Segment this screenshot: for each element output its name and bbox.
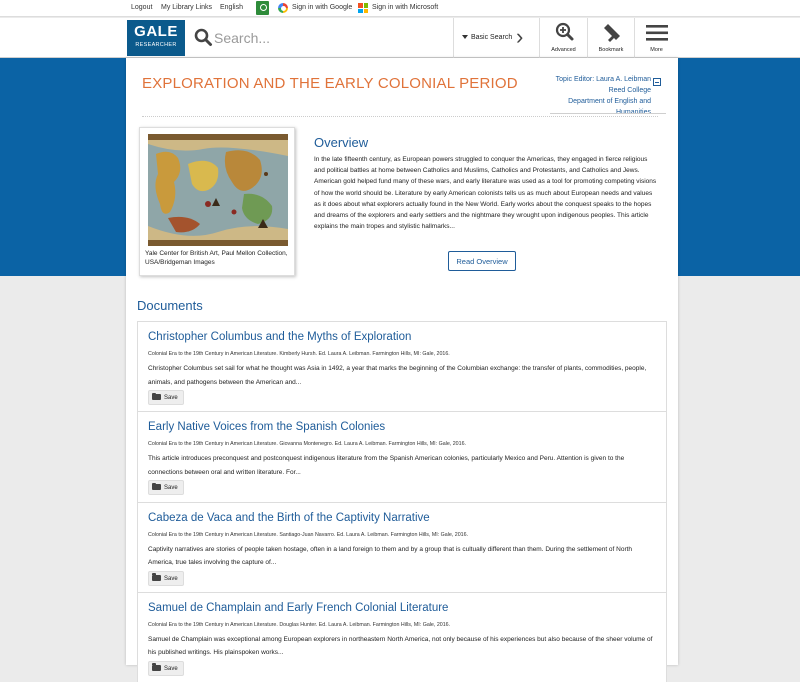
overview-text: In the late fifteenth century, as European powers struggled to conquer the Americas, they engaged in fierce religious and political battles at home between Catholics and Muslims, Catholics and Protestants, and Catholics and Jews. American gold helped fund many of these wars, and early literature was used as a tool for promoting competing visions of how the world should be. Literature by early American colonists tells us as much about European needs and values as it does about what explorers actually found in the New World. Early works about the conquest speaks to the hopes and dreams of the explorers and early settlers and the nightmare they wrought upon indigenous peoples. This article explains the main tropes and stylistic hallmarks... bbox=[314, 156, 657, 231]
utility-bar bbox=[0, 0, 800, 17]
document-title-link[interactable]: Christopher Columbus and the Myths of Exploration bbox=[148, 331, 412, 343]
folder-icon bbox=[152, 575, 161, 581]
bookmark-icon bbox=[602, 22, 622, 44]
more-label: More bbox=[650, 47, 663, 53]
save-label: Save bbox=[164, 575, 178, 582]
topic-figure bbox=[139, 127, 295, 276]
document-item bbox=[137, 321, 667, 411]
topic-editor-info bbox=[521, 74, 651, 118]
google-signin-link[interactable]: Sign in with Google bbox=[292, 4, 353, 11]
language-selector[interactable]: English bbox=[220, 4, 243, 11]
bookmark-label: Bookmark bbox=[598, 47, 624, 53]
document-citation: Colonial Era to the 19th Century in American Literature. Giovanna Montenegro. Ed. Laura A. Leibman. Farmington Hills, MI: Gale, 2016. bbox=[148, 441, 466, 448]
document-snippet: Captivity narratives are stories of people taken hostage, often in a land foreign to them and by a group that is cultually different than them. During the settlement of North America, true tales involving the capture of... bbox=[148, 545, 633, 567]
save-label: Save bbox=[164, 485, 178, 492]
hamburger-menu-icon bbox=[646, 22, 668, 44]
library-links-link[interactable]: My Library Links bbox=[161, 4, 212, 11]
bookmark-button[interactable] bbox=[587, 18, 634, 58]
document-title-link[interactable]: Samuel de Champlain and Early French Colonial Literature bbox=[148, 601, 449, 614]
topic-card bbox=[126, 58, 678, 672]
document-citation: Colonial Era to the 19th Century in American Literature. Santiago-Juan Navarro. Ed. Laura A. Leibman. Farmington Hills, MI: Gale, 2016. bbox=[148, 531, 469, 538]
folder-icon bbox=[152, 484, 161, 490]
gale-researcher-logo[interactable] bbox=[127, 20, 185, 56]
document-snippet: Christopher Columbus set sail for what he thought was Asia in 1492, a year that marks the beginning of the Columbian exchange: the transfer of plants, commodities, people, animals, and pathogens between the American and... bbox=[148, 365, 647, 386]
document-title-link[interactable]: Early Native Voices from the Spanish Colonies bbox=[148, 421, 386, 434]
folder-icon bbox=[152, 665, 161, 671]
figure-caption: Yale Center for British Art, Paul Mellon Collection, USA/Bridgeman Images bbox=[145, 250, 288, 266]
topic-editor-name[interactable]: Topic Editor: Laura A. Leibman bbox=[555, 76, 651, 83]
microsoft-icon bbox=[358, 3, 368, 13]
save-button[interactable] bbox=[148, 661, 184, 676]
logo-main-text: GALE bbox=[134, 23, 178, 40]
document-snippet: This article introduces preconquest and postconquest indigenous literature from the Spanish American colonies, particularly Mexico and Peru. Attention is given to the connections between oral and written literature. For... bbox=[148, 455, 625, 476]
search-input[interactable] bbox=[214, 26, 449, 50]
collapse-icon[interactable] bbox=[653, 78, 661, 86]
basic-search-label: Basic Search bbox=[471, 34, 513, 41]
document-title-link[interactable]: Cabeza de Vaca and the Birth of the Captivity Narrative bbox=[148, 511, 430, 524]
folder-icon bbox=[152, 394, 161, 400]
map-illustration bbox=[148, 134, 288, 246]
basic-search-dropdown[interactable] bbox=[453, 18, 538, 58]
header-divider bbox=[142, 116, 658, 117]
overview-heading: Overview bbox=[314, 135, 369, 150]
site-header bbox=[0, 18, 800, 58]
save-label: Save bbox=[164, 665, 178, 672]
chevron-right-icon[interactable]: › bbox=[516, 24, 524, 49]
more-menu-button[interactable] bbox=[634, 18, 678, 58]
advanced-search-button[interactable] bbox=[539, 18, 587, 58]
save-button[interactable] bbox=[148, 571, 184, 586]
zoom-plus-icon bbox=[555, 22, 573, 44]
advanced-label: Advanced bbox=[551, 47, 576, 53]
editor-divider bbox=[550, 113, 666, 114]
search-icon[interactable] bbox=[194, 28, 212, 46]
microsoft-signin-link[interactable]: Sign in with Microsoft bbox=[372, 4, 439, 11]
document-item bbox=[137, 592, 667, 682]
caret-down-icon bbox=[462, 35, 468, 39]
document-item bbox=[137, 502, 667, 592]
historical-map-image[interactable] bbox=[148, 134, 288, 246]
page-title: EXPLORATION AND THE EARLY COLONIAL PERIOD bbox=[142, 75, 518, 92]
document-snippet: Samuel de Champlain was exceptional among European explorers in northeastern North America, not only because of his experiences but also because of the sheer volume of his published writings. His plainspoken works... bbox=[148, 635, 653, 657]
documents-list bbox=[137, 321, 667, 682]
read-overview-button[interactable]: Read Overview bbox=[448, 251, 516, 271]
logo-sub-text: RESEARCHER bbox=[135, 42, 177, 48]
save-button[interactable] bbox=[148, 480, 184, 495]
topic-editor-institution[interactable]: Reed College bbox=[608, 87, 651, 94]
logout-link[interactable]: Logout bbox=[131, 4, 153, 11]
save-label: Save bbox=[164, 395, 178, 401]
document-citation: Colonial Era to the 19th Century in American Literature. Kimberly Hursh. Ed. Laura A. Leibman. Farmington Hills, MI: Gale, 2016. bbox=[148, 351, 450, 357]
accessibility-icon[interactable] bbox=[256, 1, 269, 15]
documents-heading: Documents bbox=[137, 298, 203, 313]
document-item bbox=[137, 411, 667, 501]
save-button[interactable] bbox=[148, 390, 184, 405]
document-citation: Colonial Era to the 19th Century in American Literature. Douglas Hunter. Ed. Laura A. Leibman. Farmington Hills, MI: Gale, 2016. bbox=[148, 621, 451, 628]
topic-editor-department[interactable]: Department of English and bbox=[568, 98, 651, 105]
google-icon bbox=[278, 3, 288, 13]
